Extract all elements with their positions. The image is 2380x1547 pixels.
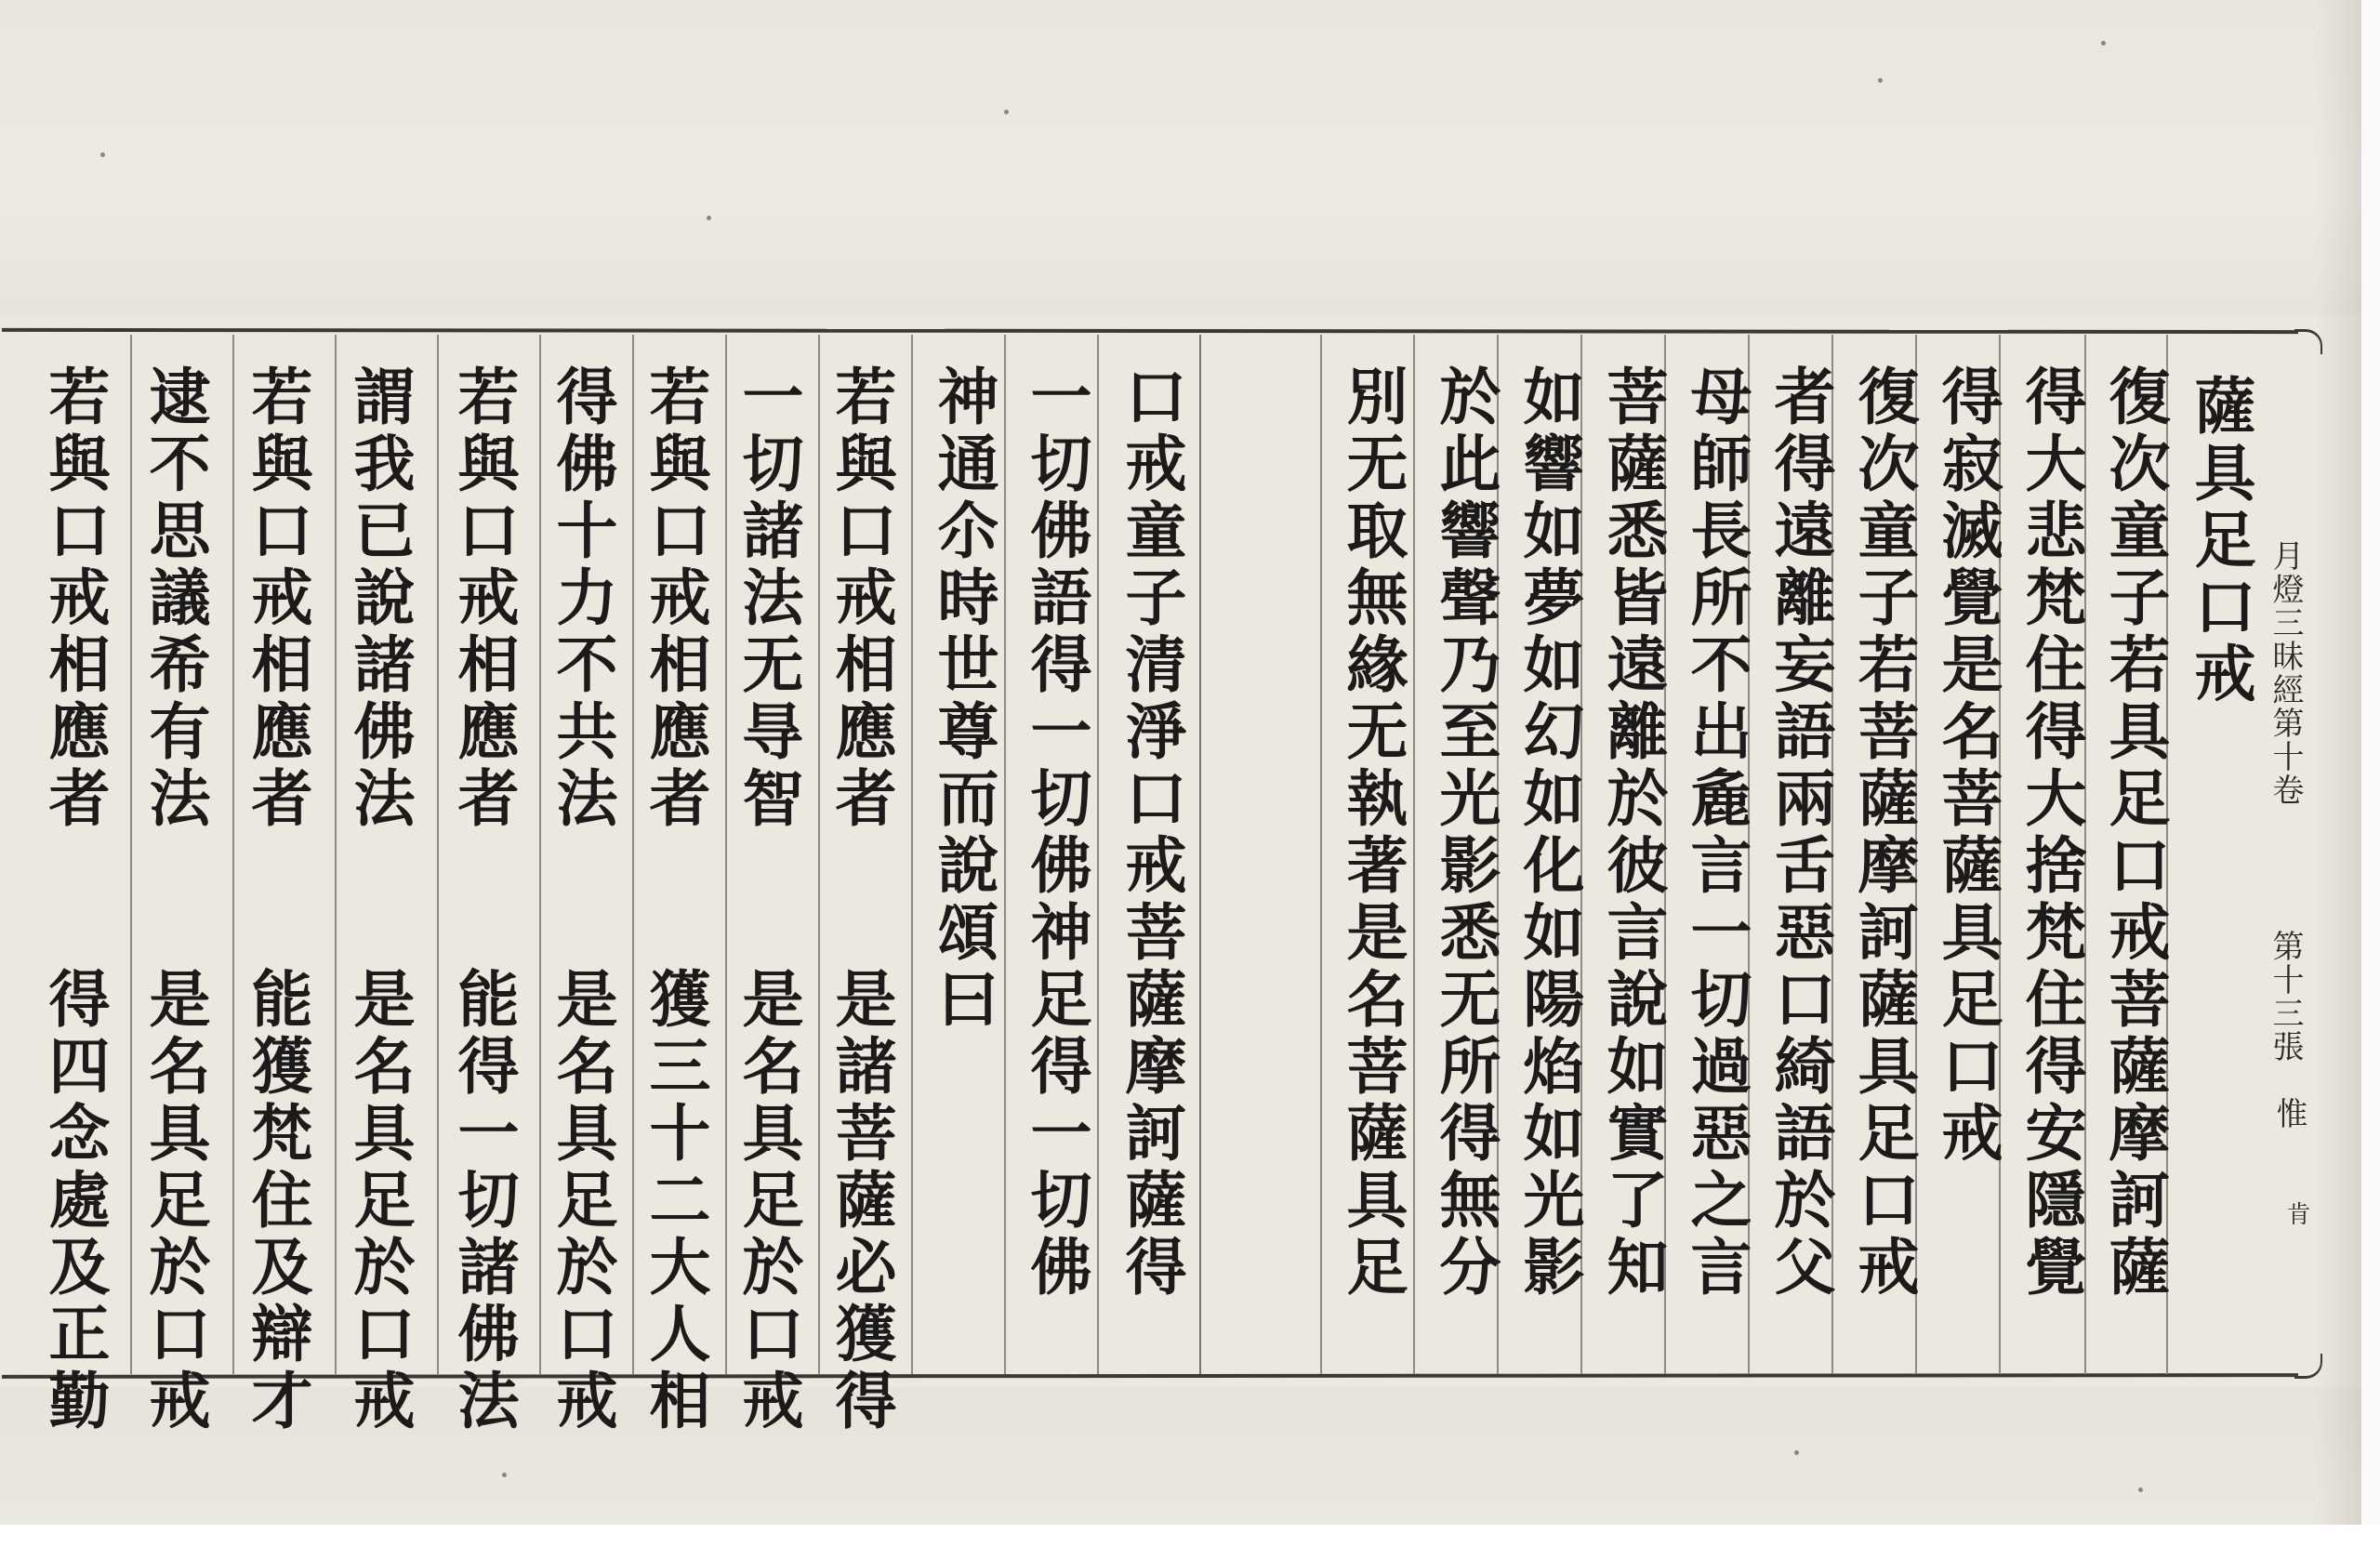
text-column: 得寂滅覺是名菩薩具足口戒 [1931, 364, 2003, 1168]
verse-column: 若與口戒相應者 能獲梵住及辯才 [241, 364, 313, 1435]
text-column: 者得遠離妄語兩舌惡口綺語於父 [1764, 364, 1836, 1302]
verse-column: 謂我已說諸佛法 是名具足於口戒 [343, 364, 416, 1435]
upper-margin [0, 0, 2380, 316]
text-column: 菩薩悉皆遠離於彼言說如實了知 [1596, 364, 1669, 1302]
column-ruling [1413, 335, 1415, 1374]
column-ruling [1004, 335, 1006, 1374]
column-ruling [539, 335, 541, 1374]
scan-edge-bottom [0, 1525, 2380, 1547]
verse-column: 若與口戒相應者 是諸菩薩必獲得 [825, 364, 897, 1435]
margin-carver-mark: 惟 [2270, 1097, 2307, 1130]
verse-column: 若與口戒相應者 獲三十二大人相 [639, 364, 711, 1435]
verse-column: 得佛十力不共法 是名具足於口戒 [546, 364, 618, 1435]
column-ruling [232, 335, 234, 1374]
verse-column: 若與口戒相應者 能得一切諸佛法 [447, 364, 520, 1435]
text-column: 復次童子若菩薩摩訶薩具足口戒 [1847, 364, 1920, 1302]
text-column: 復次童子若具足口戒菩薩摩訶薩 [2098, 364, 2171, 1302]
column-ruling [1097, 335, 1099, 1374]
text-column: 神通尒時世尊而說頌曰 [927, 364, 999, 1034]
margin-carver-mark-small: 肯 [2282, 1201, 2310, 1227]
scan-edge-right [2361, 0, 2380, 1547]
text-column: 母師長所不出麁言一切過惡之言 [1680, 364, 1752, 1302]
column-ruling [725, 335, 727, 1374]
column-ruling [437, 335, 439, 1374]
text-column: 於此響聲乃至光影悉无所得無分 [1429, 364, 1501, 1302]
column-ruling [818, 335, 820, 1374]
column-ruling [130, 335, 132, 1374]
column-ruling [1320, 335, 1322, 1374]
frame-top-line [2, 328, 2298, 334]
text-column: 口戒童子清淨口戒菩薩摩訶薩得 [1115, 364, 1187, 1302]
margin-page-number: 第十三張 [2267, 930, 2304, 1064]
verse-column: 一切諸法无㝵智 是名具足於口戒 [732, 364, 804, 1435]
column-ruling [632, 335, 634, 1374]
center-ruling [1199, 335, 1201, 1374]
text-column: 薩具足口戒 [2184, 374, 2256, 708]
verse-column: 若與口戒相應者 得四念處及正勤 [38, 364, 111, 1435]
column-ruling [335, 335, 337, 1374]
text-column: 如響如夢如幻如化如陽焰如光影 [1513, 364, 1585, 1302]
column-ruling [911, 335, 913, 1374]
text-column: 得大悲梵住得大捨梵住得安隱覺 [2015, 364, 2087, 1302]
text-column: 一切佛語得一切佛神足得一切佛 [1020, 364, 1092, 1302]
margin-sutra-title: 月燈三昧經第十卷 [2267, 539, 2304, 807]
verse-column: 逮不思議希有法 是名具足於口戒 [139, 364, 211, 1435]
text-column: 別无取無緣无執著是名菩薩具足 [1336, 364, 1408, 1302]
